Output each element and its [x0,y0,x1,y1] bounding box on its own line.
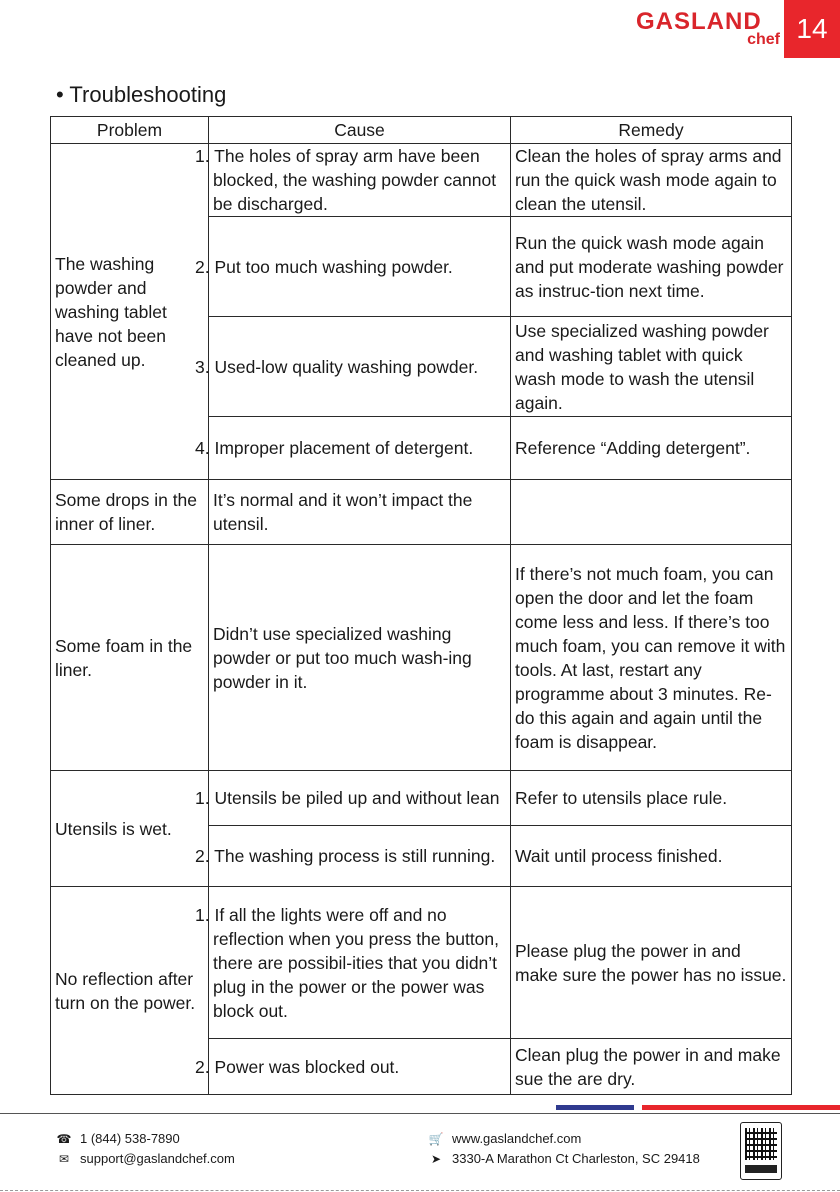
cause-cell: 2. Power was blocked out. [209,1039,511,1095]
qr-code [740,1122,782,1180]
cause-cell: 2. The washing process is still running. [209,826,511,887]
remedy-cell: If there’s not much foam, you can open the door and let the foam come less and less. If there’s too much foam, you can remove it with tools. At last, restart any programme about 3 minutes. Re-do this again and again until the foam is disappear. [511,545,792,771]
table-row [51,545,792,771]
remedy-cell: Refer to utensils place rule. [511,771,792,826]
qr-code-strip [745,1165,777,1173]
cause-cell: 3. Used-low quality washing powder. [209,317,511,417]
footer-accent-bar-red [642,1105,840,1110]
troubleshooting-table [50,116,792,1095]
website-link[interactable]: www.gaslandchef.com [452,1131,582,1146]
phone-text: 1 (844) 538-7890 [80,1131,180,1146]
table-row [51,480,792,545]
cause-cell: 1. If all the lights were off and no reflection when you press the button, there are possibil-ities that you didn’t plug in the power or the power was block out. [209,887,511,1039]
email-link[interactable]: support@gaslandchef.com [80,1151,235,1166]
table-header-row [51,117,792,144]
cause-cell: Didn’t use specialized washing powder or put too much wash-ing powder in it. [209,545,511,771]
brand-logo [636,8,786,50]
remedy-cell [511,480,792,545]
cause-cell: 1. Utensils be piled up and without lean [209,771,511,826]
footer-email[interactable] [56,1151,235,1166]
cause-cell: 4. Improper placement of detergent. [209,417,511,480]
cause-cell: It’s normal and it won’t impact the utensil. [209,480,511,545]
table-row [51,144,792,217]
header-problem: Problem [51,117,209,144]
footer-accent-bar-blue [556,1105,634,1110]
remedy-cell: Reference “Adding detergent”. [511,417,792,480]
location-arrow-icon: ➤ [430,1151,442,1166]
footer-address [428,1151,700,1166]
cart-icon: 🛒 [428,1131,444,1146]
remedy-cell: Clean plug the power in and make sue the are dry. [511,1039,792,1095]
remedy-cell: Wait until process finished. [511,826,792,887]
table-row [51,887,792,1039]
problem-cell: Utensils is wet. [51,771,209,887]
footer-divider [0,1113,840,1114]
cause-cell: 1. The holes of spray arm have been blocked, the washing powder cannot be discharged. [209,144,511,217]
footer-website[interactable] [428,1131,581,1146]
problem-cell: Some foam in the liner. [51,545,209,771]
address-text: 3330-A Marathon Ct Charleston, SC 29418 [452,1151,700,1166]
table-row [51,771,792,826]
remedy-cell: Please plug the power in and make sure the power has no issue. [511,887,792,1039]
page-number-badge: 14 [784,0,840,58]
problem-cell: No reflection after turn on the power. [51,887,209,1095]
problem-cell: Some drops in the inner of liner. [51,480,209,545]
cause-cell: 2. Put too much washing powder. [209,217,511,317]
remedy-cell: Run the quick wash mode again and put moderate washing powder as instruc-tion next time. [511,217,792,317]
page-bottom-dash [0,1190,840,1191]
footer-phone [56,1131,180,1146]
qr-code-pattern [745,1128,777,1160]
brand-sub: chef [747,31,780,48]
mail-icon: ✉ [58,1151,70,1166]
remedy-cell: Clean the holes of spray arms and run the quick wash mode again to clean the utensil. [511,144,792,217]
problem-cell: The washing powder and washing tablet have not been cleaned up. [51,144,209,480]
brand-name: GASLAND [636,8,762,35]
header-cause: Cause [209,117,511,144]
remedy-cell: Use specialized washing powder and washing tablet with quick wash mode to wash the utensil again. [511,317,792,417]
phone-icon: ☎ [56,1131,72,1146]
header-remedy: Remedy [511,117,792,144]
section-title: • Troubleshooting [56,82,227,107]
